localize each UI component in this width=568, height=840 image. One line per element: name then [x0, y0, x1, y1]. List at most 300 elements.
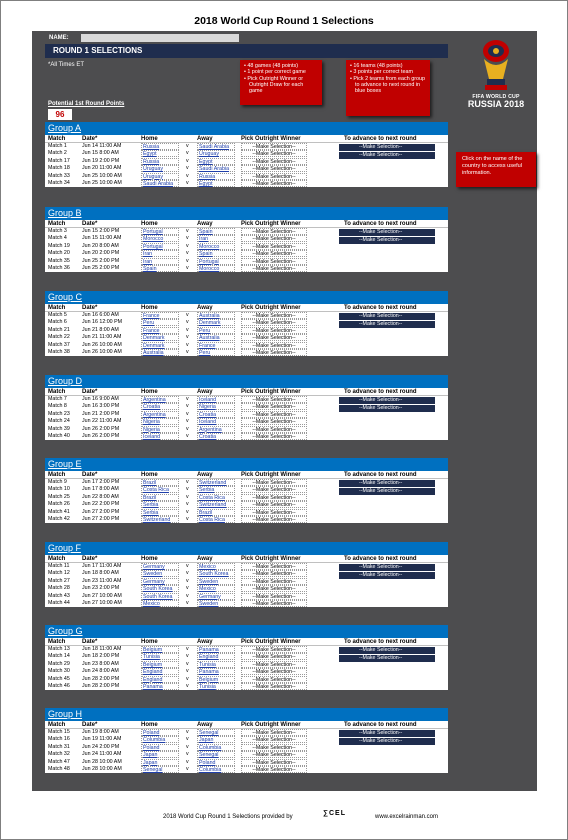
match-date: Jun 15 11:00 AM [82, 235, 122, 242]
winner-select[interactable]: --Make Selection-- [241, 563, 307, 570]
away-team-link[interactable]: Iran [197, 235, 235, 242]
home-team-link[interactable]: Poland [141, 729, 179, 736]
away-team-link[interactable]: Uruguay [197, 150, 235, 157]
home-team-link[interactable]: Portugal [141, 243, 179, 250]
away-team-link[interactable]: Tunisia [197, 683, 235, 690]
vs-label: v [186, 585, 189, 592]
group-title[interactable]: Group F [45, 542, 448, 555]
home-team-link[interactable]: Panama [141, 683, 179, 690]
logo-text-fifa: FIFA WORLD CUP [472, 94, 520, 100]
winner-select[interactable]: --Make Selection-- [241, 180, 307, 187]
header-home: Home [141, 556, 158, 562]
away-team-link[interactable]: Japan [197, 736, 235, 743]
away-team-link[interactable]: Columbia [197, 766, 235, 773]
home-team-link[interactable]: Belgium [141, 661, 179, 668]
winner-select[interactable]: --Make Selection-- [241, 744, 307, 751]
winner-select[interactable]: --Make Selection-- [241, 349, 307, 356]
footer-website-link[interactable]: www.excelrainman.com [375, 814, 439, 820]
advance-select[interactable]: --Make Selection-- [339, 655, 435, 662]
advance-select[interactable]: --Make Selection-- [339, 488, 435, 495]
vs-label: v [186, 736, 189, 743]
home-team-link[interactable]: Tunisia [141, 653, 179, 660]
away-team-link[interactable]: Mexico [197, 563, 235, 570]
vs-label: v [186, 143, 189, 149]
header-away: Away [197, 722, 213, 728]
winner-select[interactable]: --Make Selection-- [241, 676, 307, 683]
home-team-link[interactable]: South Korea [141, 585, 179, 592]
home-team-link[interactable]: Japan [141, 751, 179, 758]
header-advance: To advance to next round [344, 722, 417, 728]
match-date: Jun 17 2:00 PM [82, 479, 120, 485]
match-row [45, 180, 448, 187]
match-number: Match 13 [48, 646, 70, 652]
winner-select[interactable]: --Make Selection-- [241, 158, 307, 165]
header-away: Away [197, 389, 213, 395]
vs-label: v [186, 312, 189, 318]
match-number: Match 39 [48, 425, 70, 432]
home-team-link[interactable]: Iran [141, 258, 179, 265]
group-c-section [45, 291, 448, 356]
winner-select[interactable]: --Make Selection-- [241, 312, 307, 319]
match-number: Match 35 [48, 257, 70, 264]
home-team-link[interactable]: Nigeria [141, 426, 179, 433]
header-date: Date* [82, 472, 98, 478]
winner-select[interactable]: --Make Selection-- [241, 570, 307, 577]
column-headers [45, 638, 448, 646]
away-team-link[interactable]: Serbia [197, 486, 235, 493]
match-date: Jun 23 2:00 PM [82, 585, 120, 592]
vs-label: v [186, 319, 189, 326]
away-team-link[interactable]: Morocco [197, 265, 235, 272]
header-match: Match [48, 639, 66, 645]
away-team-link[interactable]: Sweden [197, 578, 235, 585]
home-team-link[interactable]: Poland [141, 744, 179, 751]
match-date: Jun 22 2:00 PM [82, 501, 120, 508]
match-number: Match 20 [48, 250, 70, 257]
winner-select[interactable]: --Make Selection-- [241, 593, 307, 600]
winner-select[interactable]: --Make Selection-- [241, 173, 307, 180]
vs-label: v [186, 396, 189, 402]
home-team-link[interactable]: Japan [141, 759, 179, 766]
away-team-link[interactable]: Egypt [197, 158, 235, 165]
winner-select[interactable]: --Make Selection-- [241, 426, 307, 433]
advance-select[interactable]: --Make Selection-- [339, 229, 435, 236]
home-team-link[interactable]: England [141, 676, 179, 683]
world-cup-logo [461, 39, 531, 111]
match-number: Match 48 [48, 765, 70, 772]
winner-select[interactable]: --Make Selection-- [241, 585, 307, 592]
winner-select[interactable]: --Make Selection-- [241, 265, 307, 272]
vs-label: v [186, 242, 189, 249]
home-team-link[interactable]: South Korea [141, 593, 179, 600]
match-date: Jun 28 10:00 AM [82, 758, 122, 765]
winner-select[interactable]: --Make Selection-- [241, 319, 307, 326]
match-row [45, 165, 448, 172]
vs-label: v [186, 228, 189, 234]
vs-label: v [186, 758, 189, 765]
match-number: Match 26 [48, 501, 70, 508]
header-home: Home [141, 639, 158, 645]
match-number: Match 9 [48, 479, 67, 485]
header-winner: Pick Outright Winner [241, 639, 301, 645]
info-box-teams [346, 60, 430, 116]
away-team-link[interactable]: Australia [197, 312, 235, 319]
away-team-link[interactable]: Germany [197, 593, 235, 600]
info-box-games [240, 60, 322, 105]
home-team-link[interactable]: Denmark [141, 342, 179, 349]
away-team-link[interactable]: Denmark [197, 319, 235, 326]
home-team-link[interactable]: Croatia [141, 403, 179, 410]
home-team-link[interactable]: Peru [141, 319, 179, 326]
match-date: Jun 18 11:00 AM [82, 646, 122, 652]
match-row [45, 585, 448, 592]
winner-select[interactable]: --Make Selection-- [241, 766, 307, 773]
header-advance: To advance to next round [344, 472, 417, 478]
match-number: Match 16 [48, 736, 70, 743]
times-note: *All Times ET [48, 62, 85, 68]
winner-select[interactable]: --Make Selection-- [241, 736, 307, 743]
header-date: Date* [82, 305, 98, 311]
match-row [45, 265, 448, 272]
winner-select[interactable]: --Make Selection-- [241, 729, 307, 736]
column-headers [45, 721, 448, 729]
away-team-link[interactable]: Spain [197, 228, 235, 235]
group-title[interactable]: Group E [45, 458, 448, 471]
header-winner: Pick Outright Winner [241, 305, 301, 311]
home-team-link[interactable]: Uruguay [141, 173, 179, 180]
winner-select[interactable]: --Make Selection-- [241, 396, 307, 403]
away-team-link[interactable]: Saudi Arabia [197, 165, 235, 172]
home-team-link[interactable]: Germany [141, 563, 179, 570]
winner-select[interactable]: --Make Selection-- [241, 243, 307, 250]
header-match: Match [48, 221, 66, 227]
match-date: Jun 15 8:00 AM [82, 150, 119, 157]
home-team-link[interactable]: Belgium [141, 646, 179, 653]
advance-select[interactable]: --Make Selection-- [339, 730, 435, 737]
header-winner: Pick Outright Winner [241, 221, 301, 227]
name-field[interactable] [45, 34, 239, 42]
home-team-link[interactable]: Nigeria [141, 418, 179, 425]
advance-select[interactable]: --Make Selection-- [339, 564, 435, 571]
match-date: Jun 17 11:00 AM [82, 563, 122, 569]
home-team-link[interactable]: Iran [141, 250, 179, 257]
header-away: Away [197, 472, 213, 478]
vs-label: v [186, 179, 189, 186]
match-number: Match 15 [48, 729, 70, 735]
match-number: Match 42 [48, 515, 70, 522]
match-date: Jun 25 10:00 AM [82, 179, 122, 186]
vs-label: v [186, 334, 189, 341]
match-number: Match 25 [48, 493, 70, 500]
winner-select[interactable]: --Make Selection-- [241, 653, 307, 660]
match-date: Jun 22 11:00 AM [82, 418, 122, 425]
match-number: Match 38 [48, 348, 70, 355]
away-team-link[interactable]: Sweden [197, 600, 235, 607]
home-team-link[interactable]: Saudi Arabia [141, 180, 179, 187]
advance-select[interactable]: --Make Selection-- [339, 237, 435, 244]
winner-select[interactable]: --Make Selection-- [241, 516, 307, 523]
winner-select[interactable]: --Make Selection-- [241, 751, 307, 758]
group-title[interactable]: Group D [45, 375, 448, 388]
away-team-link[interactable]: Argentina [197, 426, 235, 433]
away-team-link[interactable]: Switzerland [197, 501, 235, 508]
winner-select[interactable]: --Make Selection-- [241, 258, 307, 265]
winner-select[interactable]: --Make Selection-- [241, 578, 307, 585]
winner-select[interactable]: --Make Selection-- [241, 235, 307, 242]
winner-select[interactable]: --Make Selection-- [241, 501, 307, 508]
group-g-section [45, 625, 448, 690]
match-date: Jun 20 8:00 AM [82, 242, 119, 249]
winner-select[interactable]: --Make Selection-- [241, 143, 307, 150]
header-advance: To advance to next round [344, 639, 417, 645]
match-number: Match 37 [48, 341, 70, 348]
match-number: Match 46 [48, 682, 70, 689]
match-number: Match 6 [48, 319, 67, 326]
header-advance: To advance to next round [344, 136, 417, 142]
home-team-link[interactable]: Denmark [141, 334, 179, 341]
group-a-section [45, 122, 448, 187]
match-date: Jun 28 2:00 PM [82, 682, 120, 689]
home-team-link[interactable]: Germany [141, 578, 179, 585]
match-date: Jun 26 10:00 AM [82, 348, 122, 355]
vs-label: v [186, 751, 189, 758]
header-away: Away [197, 136, 213, 142]
name-label: NAME: [45, 34, 81, 42]
match-date: Jun 26 2:00 PM [82, 432, 120, 439]
vs-label: v [186, 729, 189, 735]
match-row [45, 766, 448, 773]
winner-select[interactable]: --Make Selection-- [241, 600, 307, 607]
advance-select[interactable]: --Make Selection-- [339, 738, 435, 745]
winner-select[interactable]: --Make Selection-- [241, 418, 307, 425]
match-date: Jun 25 2:00 PM [82, 264, 120, 271]
home-team-link[interactable]: Morocco [141, 235, 179, 242]
home-team-link[interactable]: Brazil [141, 479, 179, 486]
away-team-link[interactable]: Columbia [197, 744, 235, 751]
match-row [45, 593, 448, 600]
match-date: Jun 19 8:00 AM [82, 729, 119, 735]
advance-select[interactable]: --Make Selection-- [339, 572, 435, 579]
away-team-link[interactable]: Peru [197, 349, 235, 356]
home-team-link[interactable]: Mexico [141, 600, 179, 607]
home-team-link[interactable]: Argentina [141, 411, 179, 418]
away-team-link[interactable]: Senegal [197, 729, 235, 736]
home-team-link[interactable]: Egypt [141, 150, 179, 157]
column-headers [45, 220, 448, 228]
vs-label: v [186, 493, 189, 500]
match-date: Jun 22 8:00 AM [82, 493, 119, 500]
winner-select[interactable]: --Make Selection-- [241, 668, 307, 675]
info-line: • 3 points per correct team [350, 69, 414, 76]
vs-label: v [186, 348, 189, 355]
info-line: • Pick 2 teams from each group to advance to next round in blue boxes [350, 75, 425, 95]
away-team-link[interactable]: Nigeria [197, 403, 235, 410]
winner-select[interactable]: --Make Selection-- [241, 683, 307, 690]
away-team-link[interactable]: South Korea [197, 570, 235, 577]
winner-select[interactable]: --Make Selection-- [241, 327, 307, 334]
away-team-link[interactable]: England [197, 653, 235, 660]
home-team-link[interactable]: Switzerland [141, 516, 179, 523]
match-number: Match 44 [48, 599, 70, 606]
round-1-heading: ROUND 1 SELECTIONS [45, 44, 448, 58]
home-team-link[interactable]: Russia [141, 143, 179, 150]
match-date: Jun 25 10:00 AM [82, 172, 122, 179]
away-team-link[interactable]: Poland [197, 759, 235, 766]
match-row [45, 600, 448, 607]
away-team-link[interactable]: Costa Rica [197, 516, 235, 523]
advance-select[interactable]: --Make Selection-- [339, 144, 435, 151]
column-headers [45, 135, 448, 143]
winner-select[interactable]: --Make Selection-- [241, 646, 307, 653]
group-title[interactable]: Group B [45, 207, 448, 220]
match-number: Match 21 [48, 326, 70, 333]
vs-label: v [186, 675, 189, 682]
away-team-link[interactable]: Saudi Arabia [197, 143, 235, 150]
away-team-link[interactable]: Egypt [197, 180, 235, 187]
winner-select[interactable]: --Make Selection-- [241, 479, 307, 486]
away-team-link[interactable]: Iceland [197, 418, 235, 425]
advance-select[interactable]: --Make Selection-- [339, 397, 435, 404]
winner-select[interactable]: --Make Selection-- [241, 509, 307, 516]
away-team-link[interactable]: France [197, 342, 235, 349]
away-team-link[interactable]: Iceland [197, 396, 235, 403]
home-team-link[interactable]: Serbia [141, 509, 179, 516]
away-team-link[interactable]: Tunisia [197, 661, 235, 668]
header-home: Home [141, 305, 158, 311]
home-team-link[interactable]: Serbia [141, 501, 179, 508]
match-number: Match 23 [48, 410, 70, 417]
home-team-link[interactable]: Australia [141, 349, 179, 356]
header-date: Date* [82, 136, 98, 142]
advance-select[interactable]: --Make Selection-- [339, 647, 435, 654]
header-away: Away [197, 305, 213, 311]
vs-label: v [186, 172, 189, 179]
match-number: Match 36 [48, 264, 70, 271]
match-date: Jun 25 2:00 PM [82, 257, 120, 264]
logo-text-russia: RUSSIA 2018 [467, 99, 525, 109]
home-team-link[interactable]: Sweden [141, 570, 179, 577]
vs-label: v [186, 501, 189, 508]
group-title[interactable]: Group H [45, 708, 448, 721]
winner-select[interactable]: --Make Selection-- [241, 228, 307, 235]
home-team-link[interactable]: Columbia [141, 736, 179, 743]
match-row [45, 334, 448, 341]
home-team-link[interactable]: Costa Rica [141, 486, 179, 493]
match-number: Match 7 [48, 396, 67, 402]
match-row [45, 173, 448, 180]
home-team-link[interactable]: Senegal [141, 766, 179, 773]
advance-select[interactable]: --Make Selection-- [339, 405, 435, 412]
winner-select[interactable]: --Make Selection-- [241, 334, 307, 341]
home-team-link[interactable]: Brazil [141, 494, 179, 501]
potential-points-label: Potential 1st Round Points [48, 101, 125, 107]
header-home: Home [141, 136, 158, 142]
away-team-link[interactable]: Belgium [197, 676, 235, 683]
match-number: Match 40 [48, 432, 70, 439]
winner-select[interactable]: --Make Selection-- [241, 759, 307, 766]
vs-label: v [186, 577, 189, 584]
away-team-link[interactable]: Costa Rica [197, 494, 235, 501]
winner-select[interactable]: --Make Selection-- [241, 250, 307, 257]
away-team-link[interactable]: Mexico [197, 585, 235, 592]
winner-select[interactable]: --Make Selection-- [241, 494, 307, 501]
info-line: • Pick Outright Winner or Outright Draw for each game [244, 75, 304, 95]
home-team-link[interactable]: Argentina [141, 396, 179, 403]
home-team-link[interactable]: Portugal [141, 228, 179, 235]
match-date: Jun 28 2:00 PM [82, 675, 120, 682]
home-team-link[interactable]: Iceland [141, 433, 179, 440]
winner-select[interactable]: --Make Selection-- [241, 433, 307, 440]
column-headers [45, 471, 448, 479]
match-number: Match 4 [48, 235, 67, 242]
away-team-link[interactable]: Panama [197, 646, 235, 653]
group-title[interactable]: Group C [45, 291, 448, 304]
away-team-link[interactable]: Russia [197, 173, 235, 180]
advance-select[interactable]: --Make Selection-- [339, 313, 435, 320]
winner-select[interactable]: --Make Selection-- [241, 411, 307, 418]
away-team-link[interactable]: Panama [197, 668, 235, 675]
match-row [45, 668, 448, 675]
away-team-link[interactable]: Croatia [197, 433, 235, 440]
away-team-link[interactable]: Croatia [197, 411, 235, 418]
match-row [45, 342, 448, 349]
page-title: 2018 World Cup Round 1 Selections [194, 15, 374, 27]
home-team-link[interactable]: France [141, 312, 179, 319]
header-winner: Pick Outright Winner [241, 472, 301, 478]
home-team-link[interactable]: Uruguay [141, 165, 179, 172]
home-team-link[interactable]: Russia [141, 158, 179, 165]
vs-label: v [186, 508, 189, 515]
winner-select[interactable]: --Make Selection-- [241, 342, 307, 349]
away-team-link[interactable]: Spain [197, 250, 235, 257]
away-team-link[interactable]: Brazil [197, 509, 235, 516]
match-row [45, 683, 448, 690]
match-date: Jun 16 3:00 PM [82, 403, 120, 410]
match-row [45, 751, 448, 758]
winner-select[interactable]: --Make Selection-- [241, 165, 307, 172]
away-team-link[interactable]: Switzerland [197, 479, 235, 486]
match-date: Jun 18 2:00 PM [82, 653, 120, 660]
home-team-link[interactable]: Spain [141, 265, 179, 272]
winner-select[interactable]: --Make Selection-- [241, 150, 307, 157]
vs-label: v [186, 570, 189, 577]
away-team-link[interactable]: Senegal [197, 751, 235, 758]
winner-select[interactable]: --Make Selection-- [241, 486, 307, 493]
group-title[interactable]: Group A [45, 122, 448, 135]
vs-label: v [186, 264, 189, 271]
home-team-link[interactable]: France [141, 327, 179, 334]
group-e-section [45, 458, 448, 523]
header-away: Away [197, 639, 213, 645]
vs-label: v [186, 341, 189, 348]
away-team-link[interactable]: Australia [197, 334, 235, 341]
advance-select[interactable]: --Make Selection-- [339, 480, 435, 487]
home-team-link[interactable]: England [141, 668, 179, 675]
header-match: Match [48, 389, 66, 395]
winner-select[interactable]: --Make Selection-- [241, 403, 307, 410]
away-team-link[interactable]: Portugal [197, 258, 235, 265]
match-number: Match 47 [48, 758, 70, 765]
match-number: Match 19 [48, 242, 70, 249]
winner-select[interactable]: --Make Selection-- [241, 661, 307, 668]
away-team-link[interactable]: Peru [197, 327, 235, 334]
advance-select[interactable]: --Make Selection-- [339, 321, 435, 328]
group-title[interactable]: Group G [45, 625, 448, 638]
advance-select[interactable]: --Make Selection-- [339, 152, 435, 159]
away-team-link[interactable]: Morocco [197, 243, 235, 250]
match-date: Jun 21 11:00 AM [82, 334, 122, 341]
match-number: Match 30 [48, 668, 70, 675]
